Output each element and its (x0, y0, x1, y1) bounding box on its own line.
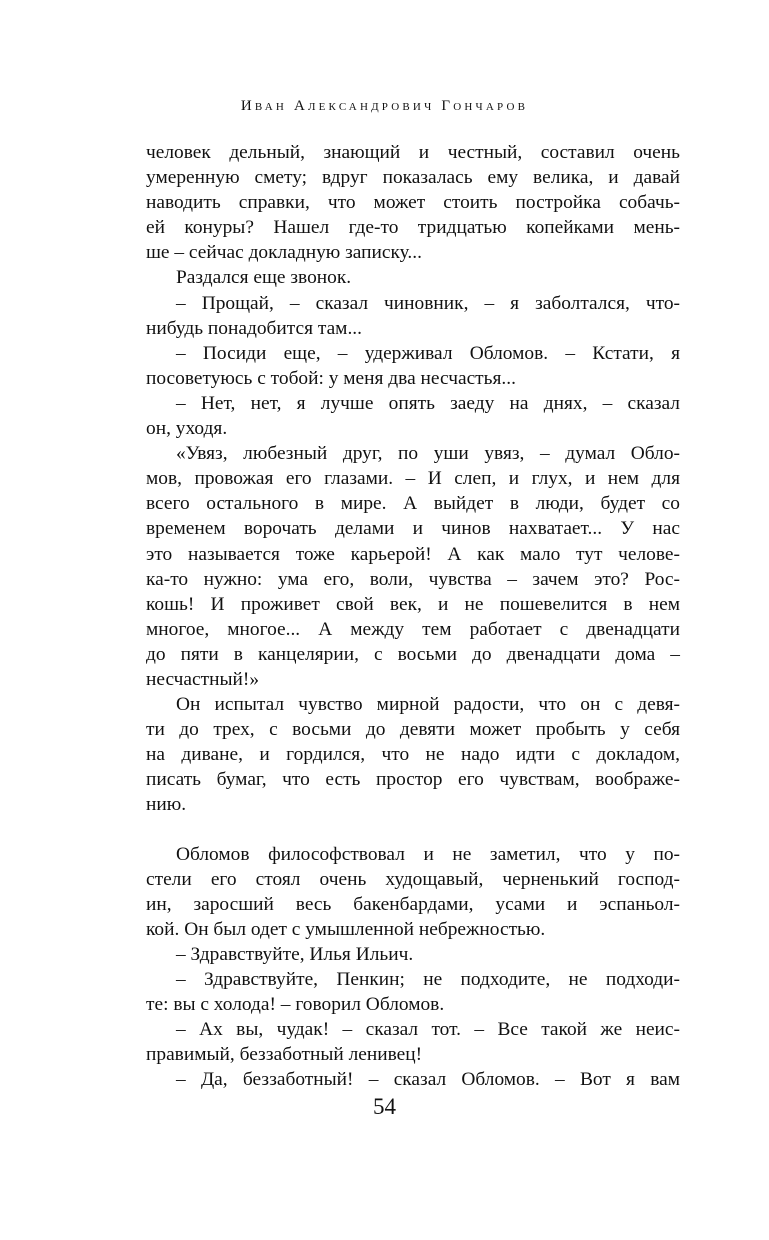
running-head: Иван Александрович Гончаров (240, 98, 529, 114)
text-line: – Здравствуйте, Пенкин; не подходите, не подходи- (176, 969, 680, 990)
page-number: 54 (373, 1094, 396, 1119)
text-line: – Посиди еще, – удерживал Обломов. – Кстати, я (176, 342, 680, 364)
text-line: – Нет, нет, я лучше опять заеду на днях, – сказал (176, 392, 680, 414)
text-line: нибудь понадобится там... (146, 317, 362, 339)
text-line: посоветуюсь с тобой: у меня два несчастья... (146, 367, 516, 389)
text-line: ка-то нужно: ума его, воли, чувства – зачем это? Рос- (146, 568, 680, 590)
text-line: Раздался еще звонок. (176, 267, 352, 289)
text-line: те: вы с холода! – говорил Обломов. (146, 994, 445, 1016)
text-line: – Прощай, – сказал чиновник, – я заболтался, что- (176, 292, 680, 314)
text-line: всего остального в мире. А выйдет в люди, будет со (146, 493, 680, 515)
text-line: наводить справки, что может стоить постройка собачь- (146, 192, 680, 214)
page-body-text (146, 140, 680, 1092)
text-line: кой. Он был одет с умышленной небрежностью. (146, 918, 546, 940)
text-line: ей конуры? Нашел где-то тридцатью копейками мень- (146, 217, 680, 239)
text-line: ше – сейчас докладную записку... (146, 242, 422, 264)
text-line: мов, провожая его глазами. – И слеп, и глух, и нем для (146, 468, 680, 490)
text-line: писать бумаг, что есть простор его чувствам, воображе- (146, 769, 680, 791)
text-line: он, уходя. (146, 418, 228, 440)
text-line: «Увяз, любезный друг, по уши увяз, – думал Обло- (176, 443, 680, 465)
text-line: кошь! И проживет свой век, и не пошевелится в нем (146, 593, 680, 615)
text-line: на диване, и гордился, что не надо идти с докладом, (146, 744, 680, 766)
text-line: ин, заросший весь бакенбардами, усами и эспаньол- (146, 893, 680, 915)
text-line: Обломов философствовал и не заметил, что у по- (176, 843, 680, 865)
text-line: человек дельный, знающий и честный, составил очень (146, 142, 680, 163)
text-line: ти до трех, с восьми до девяти может пробыть у себя (146, 719, 680, 741)
text-line: нию. (146, 794, 187, 816)
text-line: умеренную смету; вдруг показалась ему велика, и давай (146, 167, 680, 189)
text-line: – Да, беззаботный! – сказал Обломов. – Вот я вам (176, 1069, 680, 1091)
text-line: – Ах вы, чудак! – сказал тот. – Все такой же неис- (176, 1019, 680, 1041)
text-line: это называется тоже карьерой! А как мало тут челове- (146, 543, 680, 565)
text-line: временем ворочать делами и чинов нахватает... У нас (146, 518, 680, 540)
text-line: – Здравствуйте, Илья Ильич. (176, 943, 414, 965)
text-line: несчастный!» (146, 668, 260, 690)
text-line: стели его стоял очень худощавый, черненький господ- (146, 868, 680, 890)
text-line: правимый, беззаботный ленивец! (146, 1044, 423, 1066)
paragraph-gap (146, 818, 680, 842)
text-line: до пяти в канцелярии, с восьми до двенадцати дома – (146, 643, 680, 665)
text-line: Он испытал чувство мирной радости, что он с девя- (176, 694, 680, 716)
text-line: многое, многое... А между тем работает с двенадцати (146, 618, 680, 640)
